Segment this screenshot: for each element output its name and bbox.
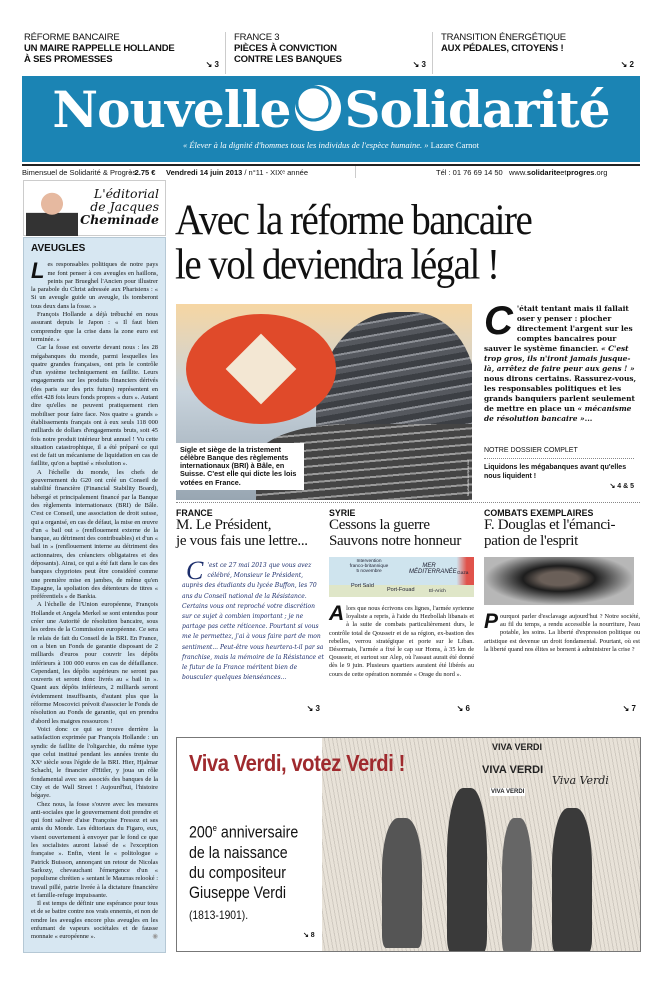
- price: - 2.75 €: [130, 168, 156, 177]
- author-portrait: [26, 184, 78, 236]
- story-kicker: COMBATS EXEMPLAIRES: [484, 508, 594, 518]
- viva-verdi-sign: VIVA VERDI: [491, 789, 525, 795]
- editorial-paragraph: Car la fosse est ouverte devant nous : les 28 mégabanques du monde, parmi lesquelles les quatre grandes françaises, ont pris le contrôle d'un système techniquement en faillite. Leurs engagements sur les produits financiers dérivés (des paris sur des prix futurs) représentent en effet 428 fois leurs fonds propres « durs ». Autant dire qu'elles ne peuvent pratiquement rien mobiliser pour faire face. Nos quatre « grands » établissements français ont à eux seuls 118 000 milliards de dollars d'engagements bruts, soit 45 fois notre produit intérieur brut annuel ! Vu cette situation catastrophique, il a été préparé ce qui est de fait un mécanisme de liquidation en cas de faillite, qu'on a baptisé « résolution ».: [31, 344, 158, 468]
- teaser-title: CONTRE LES BANQUES: [234, 54, 342, 65]
- lead-photo: [176, 304, 472, 500]
- teaser-reforme-bancaire[interactable]: [22, 32, 226, 74]
- photo-credit: bis.wikimedia.wordpress.com: [466, 460, 470, 496]
- editorial-header: [23, 180, 166, 236]
- page-ref: ↘ 3: [412, 60, 426, 69]
- editorial-paragraph: Chez nous, la fosse s'ouvre avec les mesures anti-sociales que le gouvernement doit prendre et qui font saliver d'aise Françoise Fressoz et ses amis du Monde. Les éditoriaux du Figaro, eux, visent ouvertement à envoyer par le fond ce que les socialistes auront laissé de « l'exception française ». Enfin, vient le « politologue » Patrick Buisson, annonçant un retour de Nicolas Sarkozy, chevauchant l'émergence d'un « populisme chrétien » sentant le Maurras relooké : travail pillé, patrie livrée à la dictature financière et famille-refuge impuissante.: [31, 800, 158, 899]
- newspaper-logo: [22, 82, 640, 138]
- teaser-france3[interactable]: [226, 32, 433, 74]
- dossier-label: NOTRE DOSSIER COMPLET: [484, 447, 634, 459]
- dropcap: A: [329, 602, 345, 625]
- teaser-title: À SES PROMESSES: [24, 54, 113, 65]
- story-title: F. Douglas et l'émanci- pation de l'esprit: [484, 517, 616, 549]
- verdi-title: Viva Verdi, votez Verdi !: [189, 750, 405, 776]
- map-label: MER MÉDITERRANÉE: [409, 563, 457, 575]
- motto-author: Lazare Carnot: [430, 140, 480, 150]
- dropcap: P: [484, 610, 499, 633]
- teaser-kicker: TRANSITION ÉNERGÉTIQUE: [441, 32, 566, 43]
- logo-word-left: Nouvelle: [52, 80, 291, 139]
- page-ref: ↘ 3: [306, 704, 320, 713]
- masthead: [22, 76, 640, 162]
- verdi-subtitle: 200e anniversaire de la naissance du compositeur Giuseppe Verdi (1813-1901).: [189, 818, 298, 925]
- editorial-title: AVEUGLES: [31, 243, 86, 254]
- teaser-bar: [22, 32, 640, 74]
- map-label: El-Arich: [429, 589, 446, 594]
- motto: [22, 140, 640, 150]
- dossier-title: Liquidons les mégabanques avant qu'elles nous liquident !: [484, 464, 627, 480]
- issue-info-bar: [22, 164, 640, 178]
- editorial-paragraph: A l'échelle de l'Union européenne, François Hollande et Angela Merkel se sont entendus pour créer une Autorité de résolution bancaire, sous les ordres de la Commission européenne. Ce sera le relais de fait du Conseil de la BRI. En France, on a bien un Fonds de garantie disposant de 2 milliards d'euros pour couvrir les dépôts inférieurs à 100 000 euros en cas de défaillance. Cependant, les dépôts supérieurs ne seront pas couverts et seront donc livrés au « bail in ». Quant aux dépôts inférieurs, 2 milliards seront évidemment insuffisants, d'autant plus que la réforme Moscovici prévoit d'associer le Fonds de résolution au Fonds de garantie, qui en prendra d'abord les maigres ressources !: [31, 601, 158, 725]
- teaser-title: AUX PÉDALES, CITOYENS !: [441, 43, 564, 54]
- end-mark-icon: ◉: [152, 933, 158, 941]
- editorial-paragraph: Il est temps de définir une espérance pour tous et de se battre contre nos vrais ennemis, et non de rendre les aveugles encore plus aveugles en les enfumant de vapeurs sociétales et de fausse monnaie « européenne ». ◉: [31, 900, 158, 941]
- page-ref: ↘ 8: [303, 932, 315, 939]
- teaser-kicker: RÉFORME BANCAIRE: [24, 32, 120, 43]
- website-link[interactable]: www.solidariteetprogres.org: [509, 168, 608, 177]
- story-body: Alors que nous écrivons ces lignes, l'armée syrienne loyaliste a repris, à l'aide du Hezbollah libanais et à la suite de combats particulièrement durs, le contrôle total de Qousseir et de sa région, ex-bastion des rebelles, verrou stratégique et porte sur le Liban. Désormais, l'armée a fixé le cap sur Homs, à 35 km de Qousseir, et surtout sur Alep, où l'assaut aurait été donné dès le 9 juin. Plusieurs quartiers auraient été libérés au cours de cette opération nommée « Orage du nord ».: [329, 602, 474, 678]
- lead-intro: C 'était tentant mais il fallait oser y penser : piocher directement l'argent sur les comptes bancaires pour sauver le système financier. « C'est trop gros, ils n'iront jamais jusque-là, arrêtez de faire peur aux gens ! » nous dirons certains. Rassurez-vous, les responsables politiques et les grands banquiers parlent seulement de mettre en place un « mécanisme de résolution bancaire »...: [484, 299, 637, 423]
- map-label: Port Saïd: [351, 583, 374, 589]
- photo-caption: Sigle et siège de la tristement célèbre Banque des règlements internationaux (BRI) à Bâle, en Suisse. C'est elle qui dicte les lois votées en France.: [176, 443, 304, 490]
- phone: Tél : 01 76 69 14 50: [436, 168, 503, 177]
- page-ref: ↘ 2: [620, 60, 634, 69]
- editorial-column: [23, 237, 166, 953]
- editorial-paragraph: Voici donc ce qui se trouve derrière la satisfaction exprimée par François Hollande : un syndic de faillite de l'oligarchie, du même type que celui institué pendant les années trente du XXᵉ siècle sous l'égide de la BRI. Hier, Hjalmar Schacht, le financier d'Hitler, y joua un rôle fondamental avec ses associés des banques de la City et de Wall Street ! Aujourd'hui, l'histoire bégaye.: [31, 725, 158, 800]
- viva-verdi-sign: Viva Verdi: [552, 774, 609, 787]
- issue-date: Vendredi 14 juin 2013 / n°11 - XIXᵉ année: [166, 166, 356, 178]
- dropcap: C: [186, 556, 204, 585]
- story-syrie[interactable]: [329, 508, 474, 713]
- page-ref: ↘ 3: [205, 60, 219, 69]
- handwritten-letter: C 'est ce 27 mai 2013 que vous avez célébré, Monsieur le Président, auprès des étudiants du lycée Buffon, les 70 ans du Conseil national de la Résistance. Certains vous ont reproché votre discrétion sur ce sujet à combien important ; je ne partage pas cette réticence. Pourtant si vous me le permettez, j'ai à vous faire part de mon sentiment... Peut-être vous heurtera-t-il par sa franchise, mais la mémoire de la Résistance et le futur de la France méritent bien de bousculer quelques bienséances...: [182, 556, 324, 682]
- viva-verdi-sign: VIVA VERDI: [482, 764, 544, 776]
- dropcap: C: [484, 299, 513, 343]
- teaser-kicker: FRANCE 3: [234, 32, 280, 43]
- story-title: M. Le Président, je vous fais une lettre...: [176, 517, 308, 549]
- map-label: Gaza: [457, 571, 469, 576]
- story-kicker: FRANCE: [176, 508, 213, 518]
- motto-quote: « Élever à la dignité d'hommes tous les individus de l'espèce humaine. »: [182, 140, 429, 150]
- teaser-title: PIÈCES À CONVICTION: [234, 43, 337, 54]
- teaser-title: UN MAIRE RAPPELLE HOLLANDE: [24, 43, 175, 54]
- editorial-paragraph: Les responsables politiques de notre pays me font penser à ces aveugles en haillons, peints par Brueghel l'Ancien pour illustrer la parabole du Christ adressée aux Pharisiens : « Si un aveugle guide un aveugle, ils tomberont tous deux dans la fosse. »: [31, 258, 158, 310]
- teaser-transition-energetique[interactable]: [433, 32, 640, 74]
- divider: [176, 502, 640, 503]
- bri-logo-icon: [186, 314, 336, 424]
- suez-map: [329, 557, 474, 597]
- verdi-years: (1813-1901).: [189, 907, 249, 922]
- douglas-portrait: [484, 557, 634, 605]
- logo-word-right: Solidarité: [344, 80, 610, 139]
- page-ref: ↘ 7: [622, 704, 636, 713]
- page-ref: ↘ 4 & 5: [609, 483, 634, 490]
- editorial-label: L'éditorial de Jacques Cheminade: [80, 186, 159, 227]
- map-label: Port-Fouad: [387, 587, 415, 593]
- globe-icon: [295, 85, 341, 131]
- story-combats-exemplaires[interactable]: [484, 508, 640, 713]
- editorial-paragraph: A l'échelle du monde, les chefs de gouvernement du G20 ont créé un Conseil de stabilité financière (Financial Stability Board), hébergé et principalement financé par la Banque des règlements internationaux (BRI) de Bâle. C'est ce Conseil, une association de droit suisse, qui a organisé, en cas de défaut, la mise en œuvre d'un « bail out » (renflouement externe de la banque, au détriment des contribuables) et d'un « bail in » (renflouement interne au détriment des actionnaires, des créanciers obligataires et des déposants). Ainsi, ce qui a été fait dans le cas des banques chypriotes peut être considéré comme une première mise en jambes, de même qu'en Espagne, la spoliation des détenteurs de titres « préférentiels » de Bankia.: [31, 468, 158, 601]
- publication-name: Bimensuel de Solidarité & Progrès: [22, 168, 137, 177]
- story-france[interactable]: [176, 508, 324, 713]
- story-kicker: SYRIE: [329, 508, 356, 518]
- lead-headline[interactable]: Avec la réforme bancaire le vol deviendra légal !: [175, 195, 532, 289]
- page-ref: ↘ 6: [456, 704, 470, 713]
- map-label: Intervention franco-britannique 5 novembre: [349, 559, 389, 574]
- viva-verdi-sign: VIVA VERDI: [492, 742, 543, 752]
- verdi-feature[interactable]: [176, 737, 641, 952]
- dossier-link[interactable]: [484, 447, 634, 490]
- story-body: Pourquoi parler d'esclavage aujourd'hui ? Notre société, au fil du temps, a rendu accessible la nourriture, l'eau potable, les soins. La liberté d'expression politique ou artistique est devenue un droit fondamental. Pourtant, où est la liberté quand nos élites se bornent à administrer la crise ?: [484, 610, 640, 653]
- editorial-paragraph: François Hollande a déjà trébuché en nous assurant depuis le Japon : « Il faut bien comprendre que la crise dans la zone euro est terminée. »: [31, 311, 158, 343]
- dropcap: L: [31, 258, 45, 284]
- story-title: Cessons la guerre Sauvons notre honneur: [329, 517, 462, 549]
